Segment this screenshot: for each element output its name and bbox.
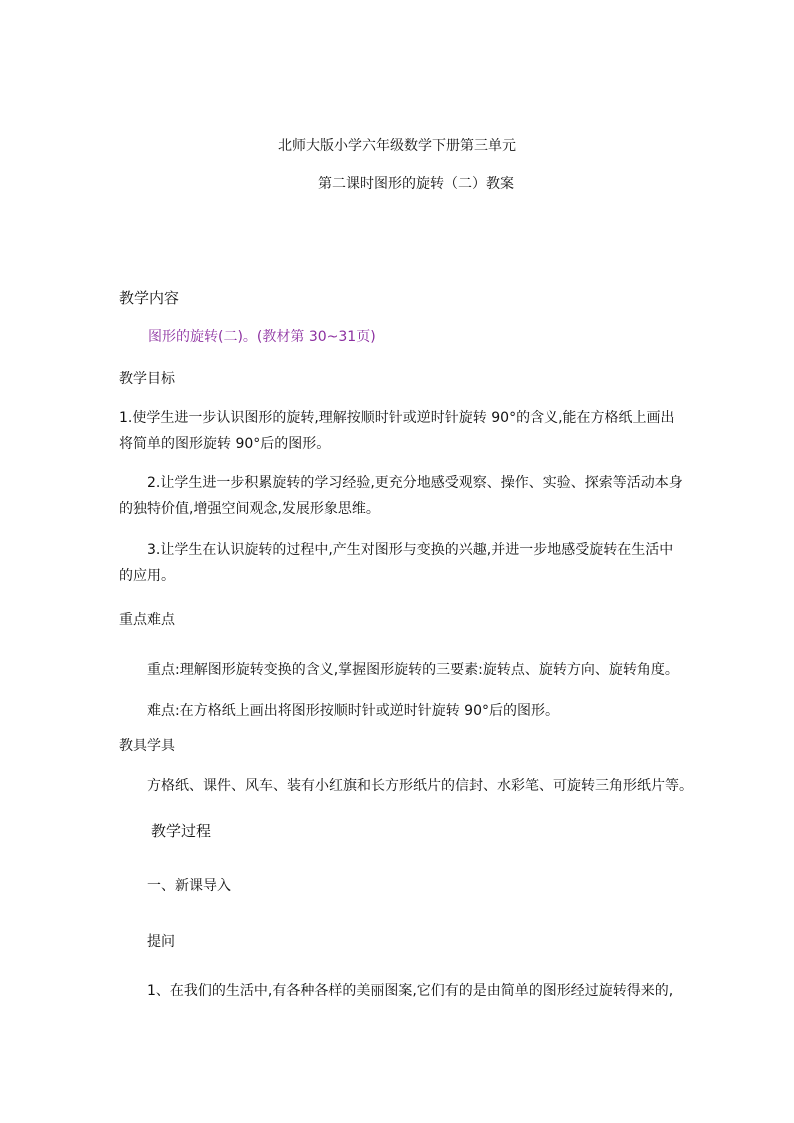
document-title-line-1: 北师大版小学六年级数学下册第三单元 bbox=[278, 138, 516, 154]
section-heading-tools: 教具学具 bbox=[119, 738, 175, 754]
question-label: 提问 bbox=[147, 934, 175, 950]
step-1-heading: 一、新课导入 bbox=[147, 878, 231, 894]
document-title-line-2: 第二课时图形的旋转（二）教案 bbox=[318, 176, 514, 192]
goal-2-line-2: 的独特价值,增强空间观念,发展形象思维。 bbox=[119, 501, 380, 517]
tools-text: 方格纸、课件、风车、装有小红旗和长方形纸片的信封、水彩笔、可旋转三角形纸片等。 bbox=[147, 778, 693, 794]
difficult-point-text: 难点:在方格纸上画出将图形按顺时针或逆时针旋转 90°后的图形。 bbox=[147, 703, 559, 719]
section-heading-content: 教学内容 bbox=[119, 289, 180, 307]
goal-3-line-2: 的应用。 bbox=[119, 568, 175, 584]
section-heading-goals: 教学目标 bbox=[119, 371, 175, 387]
goal-1-line-2: 将简单的图形旋转 90°后的图形。 bbox=[119, 436, 331, 452]
question-1-text: 1、在我们的生活中,有各种各样的美丽图案,它们有的是由简单的图形经过旋转得来的, bbox=[147, 983, 674, 999]
section-heading-process: 教学过程 bbox=[151, 822, 212, 840]
key-point-text: 重点:理解图形旋转变换的含义,掌握图形旋转的三要素:旋转点、旋转方向、旋转角度。 bbox=[147, 662, 679, 678]
goal-2-line-1: 2.让学生进一步积累旋转的学习经验,更充分地感受观察、操作、实验、探索等活动本身 bbox=[147, 475, 683, 491]
goal-1-line-1: 1.使学生进一步认识图形的旋转,理解按顺时针或逆时针旋转 90°的含义,能在方格纸上画出 bbox=[119, 410, 675, 426]
goal-3-line-1: 3.让学生在认识旋转的过程中,产生对图形与变换的兴趣,并进一步地感受旋转在生活中 bbox=[147, 542, 674, 558]
section-heading-key-points: 重点难点 bbox=[119, 612, 175, 628]
content-text: 图形的旋转(二)。(教材第 30~31页) bbox=[148, 329, 376, 345]
